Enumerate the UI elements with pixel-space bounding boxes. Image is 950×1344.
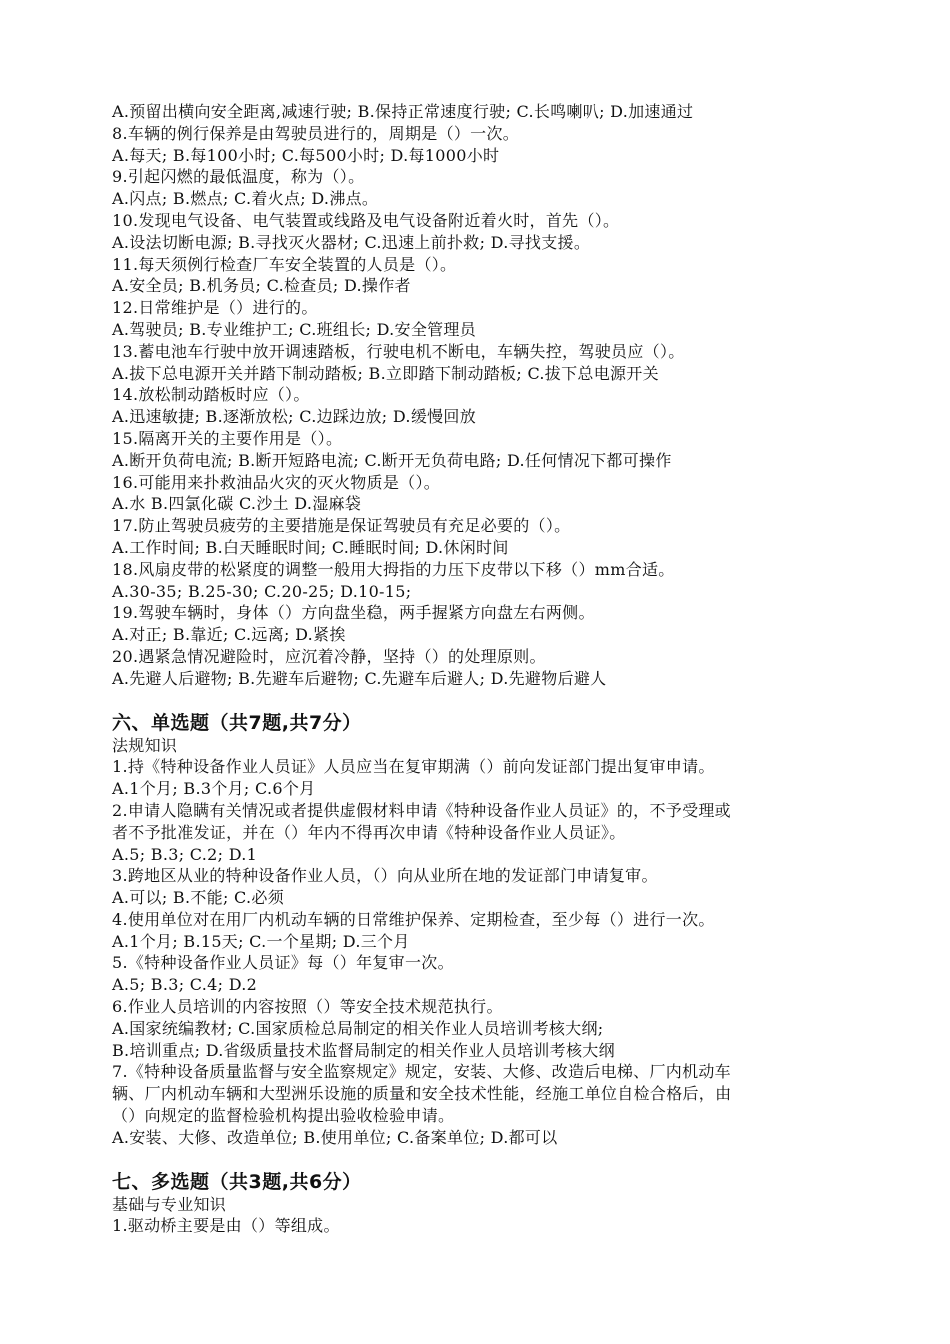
question-text-line: 16.可能用来扑救油品火灾的灭火物质是（）。 <box>112 472 441 492</box>
question-text-line: 12.日常维护是（）进行的。 <box>112 298 318 318</box>
question-text-line: A.先避人后避物; B.先避车后避物; C.先避车后避人; D.先避物后避人 <box>112 668 607 688</box>
section-single-choice-body <box>112 735 890 1149</box>
single-choice-text-line: A.5; B.3; C.2; D.1 <box>112 844 258 864</box>
question-text-line: A.闪点; B.燃点; C.着火点; D.沸点。 <box>112 189 379 209</box>
single-choice-text-line: A.1个月; B.15天; C.一个星期; D.三个月 <box>112 931 410 951</box>
question-text-line: 17.防止驾驶员疲劳的主要措施是保证驾驶员有充足必要的（）。 <box>112 516 571 536</box>
single-choice-text-line: 辆、厂内机动车辆和大型洲乐设施的质量和安全技术性能，经施工单位自检合格后，由 <box>112 1084 732 1104</box>
question-text-line: 10.发现电气设备、电气装置或线路及电气设备附近着火时，首先（）。 <box>112 210 620 230</box>
question-text-line: 8.车辆的例行保养是由驾驶员进行的，周期是（）一次。 <box>112 123 520 143</box>
section-title-single-choice: 六、单选题（共7题,共7分） <box>112 711 362 734</box>
question-text-line: 13.蓄电池车行驶中放开调速踏板，行驶电机不断电，车辆失控，驾驶员应（）。 <box>112 341 685 361</box>
question-text-line: 19.驾驶车辆时，身体（）方向盘坐稳，两手握紧方向盘左右两侧。 <box>112 603 595 623</box>
single-choice-text-line: A.5; B.3; C.4; D.2 <box>112 975 258 995</box>
single-choice-text-line: A.1个月; B.3个月; C.6个月 <box>112 779 316 799</box>
single-choice-text-line: （）向规定的监督检验机构提出验收检验申请。 <box>112 1106 455 1126</box>
question-text-line: 18.风扇皮带的松紧度的调整一般用大拇指的力压下皮带以下移（）mm合适。 <box>112 559 675 579</box>
single-choice-text-line: 4.使用单位对在用厂内机动车辆的日常维护保养、定期检查，至少每（）进行一次。 <box>112 909 715 929</box>
question-text-line: A.工作时间; B.白天睡眠时间; C.睡眠时间; D.休闲时间 <box>112 537 509 557</box>
single-choice-text-line: 5.《特种设备作业人员证》每（）年复审一次。 <box>112 953 454 973</box>
question-text-line: A.断开负荷电流; B.断开短路电流; C.断开无负荷电路; D.任何情况下都可操作 <box>112 450 672 470</box>
question-text-line: 20.遇紧急情况避险时，应沉着冷静，坚持（）的处理原则。 <box>112 646 546 666</box>
question-text-line: A.对正; B.靠近; C.远离; D.紧挨 <box>112 625 346 645</box>
single-choice-text-line: A.安装、大修、改造单位; B.使用单位; C.备案单位; D.都可以 <box>112 1127 558 1147</box>
question-text-line: 9.引起闪燃的最低温度，称为（）。 <box>112 167 365 187</box>
single-choice-text-line: 者不予批准发证，并在（）年内不得再次申请《特种设备作业人员证》。 <box>112 822 626 842</box>
single-choice-text-line: A.可以; B.不能; C.必须 <box>112 888 284 908</box>
single-choice-text-line: 7.《特种设备质量监督与安全监察规定》规定，安装、大修、改造后电梯、厂内机动车 <box>112 1062 731 1082</box>
single-choice-text-line: B.培训重点; D.省级质量技术监督局制定的相关作业人员培训考核大纲 <box>112 1040 615 1060</box>
single-choice-text-line: 2.申请人隐瞒有关情况或者提供虚假材料申请《特种设备作业人员证》的，不予受理或 <box>112 800 731 820</box>
question-text-line: A.30-35; B.25-30; C.20-25; D.10-15; <box>112 581 412 601</box>
multiple-choice-text-line: 1.驱动桥主要是由（）等组成。 <box>112 1216 340 1236</box>
single-choice-text-line: 1.持《特种设备作业人员证》人员应当在复审期满（）前向发证部门提出复审申请。 <box>112 757 715 777</box>
single-choice-text-line: 法规知识 <box>112 735 178 755</box>
section-title-multiple-choice: 七、多选题（共3题,共6分） <box>112 1170 362 1193</box>
question-text-line: A.安全员; B.机务员; C.检查员; D.操作者 <box>112 276 411 296</box>
question-text-line: A.驾驶员; B.专业维护工; C.班组长; D.安全管理员 <box>112 319 477 339</box>
multiple-choice-text-line: 基础与专业知识 <box>112 1194 227 1214</box>
single-choice-text-line: A.国家统编教材; C.国家质检总局制定的相关作业人员培训考核大纲; <box>112 1018 604 1038</box>
question-text-line: 11.每天须例行检查厂车安全装置的人员是（）。 <box>112 254 457 274</box>
question-text-line: A.预留出横向安全距离,减速行驶; B.保持正常速度行驶; C.长鸣喇叭; D.加速通过 <box>112 102 694 121</box>
question-text-line: A.设法切断电源; B.寻找灭火器材; C.迅速上前扑救; D.寻找支援。 <box>112 232 591 252</box>
question-text-line: 15.隔离开关的主要作用是（）。 <box>112 428 343 448</box>
section-multiple-choice-body <box>112 1194 890 1238</box>
question-text-line: 14.放松制动踏板时应（）。 <box>112 385 310 405</box>
question-text-line: A.水 B.四氯化碳 C.沙土 D.湿麻袋 <box>112 494 362 514</box>
single-choice-text-line: 3.跨地区从业的特种设备作业人员，（）向从业所在地的发证部门申请复审。 <box>112 866 658 886</box>
single-choice-text-line: 6.作业人员培训的内容按照（）等安全技术规范执行。 <box>112 997 503 1017</box>
question-block-continued <box>112 101 890 690</box>
question-text-line: A.每天; B.每100小时; C.每500小时; D.每1000小时 <box>112 145 500 165</box>
question-text-line: A.拔下总电源开关并踏下制动踏板; B.立即踏下制动踏板; C.拔下总电源开关 <box>112 363 659 383</box>
question-text-line: A.迅速敏捷; B.逐渐放松; C.边踩边放; D.缓慢回放 <box>112 407 477 427</box>
